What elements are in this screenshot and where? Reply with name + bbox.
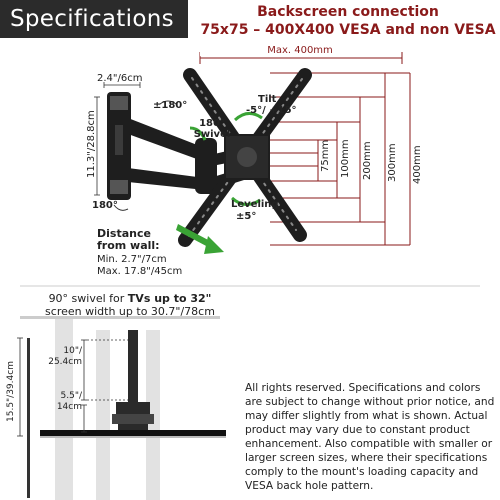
distance-min: Min. 2.7"/7cm xyxy=(97,254,167,265)
swivel-title-plain: 90° swivel for xyxy=(48,292,128,305)
bottom-rotation-label: 180° xyxy=(92,200,118,211)
vesa-200-label: 200mm xyxy=(362,141,373,180)
vesa-300-label: 300mm xyxy=(387,143,398,182)
dimension-b-label-2: 14cm xyxy=(56,402,82,412)
leveling-value: ±5° xyxy=(236,211,257,222)
page-title: Specifications xyxy=(0,0,188,38)
dimension-b-label: 5.5"/ xyxy=(60,391,82,401)
wall-plate xyxy=(107,92,131,200)
swivel-top-label: ±180° xyxy=(153,100,188,111)
total-height-label: 15.5"/39.4cm xyxy=(6,361,16,422)
distance-max: Max. 17.8"/45cm xyxy=(97,266,183,277)
distance-title-line1: Distance xyxy=(97,227,151,240)
dimension-a-label-2: 25.4cm xyxy=(48,357,82,367)
swivel-title-line2: screen width up to 30.7"/78cm xyxy=(45,305,215,318)
vesa-75-label: 75mm xyxy=(320,139,331,172)
legal-disclaimer: All rights reserved. Specifications and colors are subject to change without prior notice, and may differ slightly from what is shown. Actual product may vary due to constant product enhancement. Also compatible with smaller or larger screen sizes, where their specifications comply to the mount's loading capacity and VESA back hole pattern. xyxy=(245,382,495,492)
swivel-diagram-title xyxy=(20,292,240,318)
arm-height-label: 11.3"/28.8cm xyxy=(86,110,97,178)
swivel-title-bold: TVs up to 32" xyxy=(127,292,212,305)
leveling-label: Leveling xyxy=(231,199,279,210)
tilt-value: -5°/ +15° xyxy=(246,105,297,116)
arm-width-label: 2.4"/6cm xyxy=(97,73,143,84)
backscreen-subtitle: 75x75 – 400X400 VESA and non VESA xyxy=(200,22,496,38)
distance-title-line2: from wall: xyxy=(97,239,160,252)
dimension-a-line1: 10"/ xyxy=(63,346,82,356)
tilt-label: Tilt xyxy=(258,94,277,105)
vesa-100-label: 100mm xyxy=(340,139,351,178)
vesa-400-label: 400mm xyxy=(412,145,423,184)
distance-title xyxy=(97,228,160,252)
dimension-a-label xyxy=(58,346,82,356)
max-width-label: Max. 400mm xyxy=(267,45,333,56)
backscreen-title: Backscreen connection xyxy=(257,4,439,20)
swivel-label: 180° Swivel xyxy=(193,118,231,140)
